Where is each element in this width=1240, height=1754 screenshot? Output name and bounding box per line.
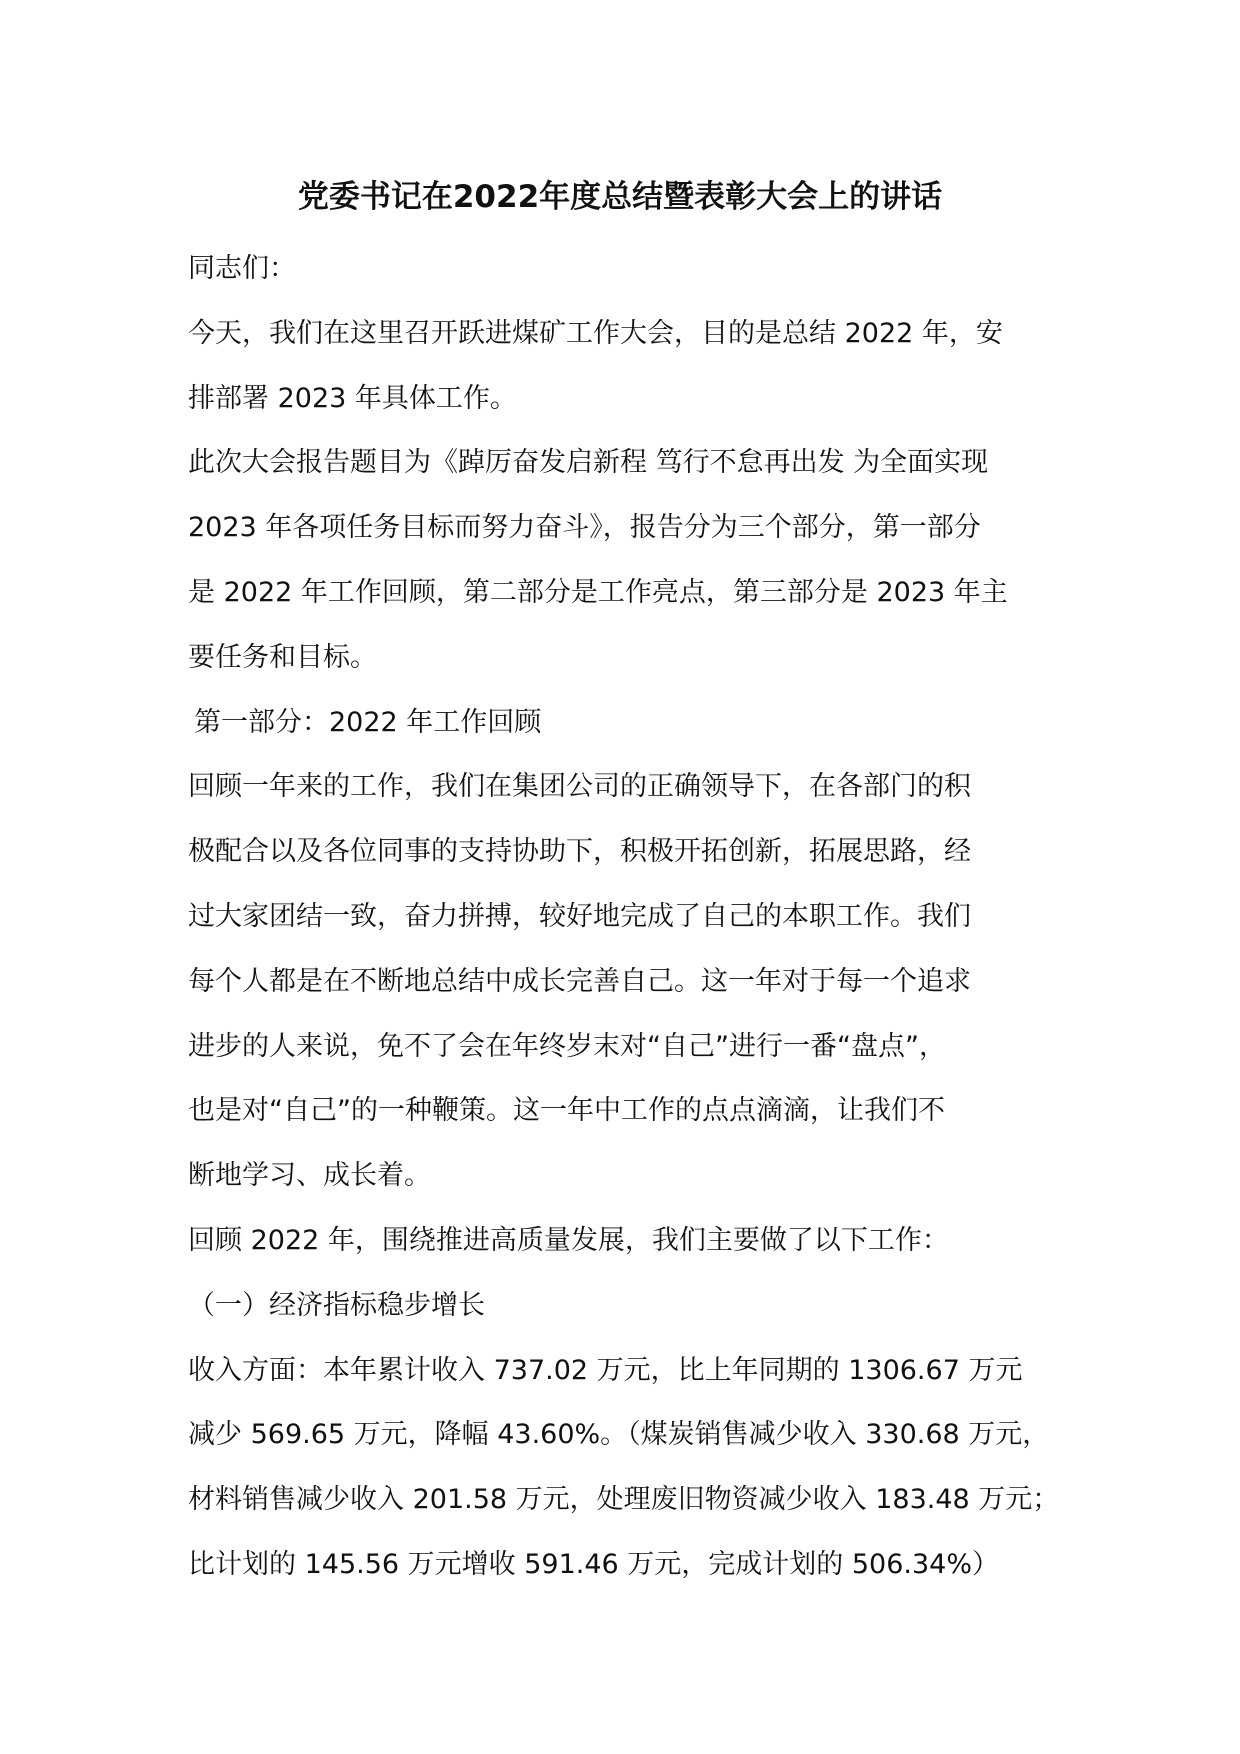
salutation: 同志们： (188, 253, 296, 284)
section-heading: 第一部分：2022 年工作回顾 (194, 706, 542, 738)
paragraph-line: 是 2022 年工作回顾，第二部分是工作亮点，第三部分是 2023 年主 (188, 576, 1008, 608)
paragraph-line: 今天，我们在这里召开跃进煤矿工作大会，目的是总结 2022 年，安 (188, 317, 1003, 349)
paragraph-line: 回顾一年来的工作，我们在集团公司的正确领导下，在各部门的积 (188, 771, 971, 803)
paragraph-line: 排部署 2023 年具体工作。 (188, 382, 517, 414)
paragraph-line: 过大家团结一致，奋力拼搏，较好地完成了自己的本职工作。我们 (188, 900, 971, 932)
paragraph-line: 比计划的 145.56 万元增收 591.46 万元，完成计划的 506.34%） (188, 1548, 999, 1580)
subsection-heading: （一）经济指标稳步增长 (188, 1289, 485, 1321)
paragraph-line: 材料销售减少收入 201.58 万元，处理废旧物资减少收入 183.48 万元； (188, 1484, 1060, 1516)
paragraph-line: 也是对“自己”的一种鞭策。这一年中工作的点点滴滴，让我们不 (188, 1095, 945, 1127)
paragraph-line: 减少 569.65 万元，降幅 43.60%。（煤炭销售减少收入 330.68 万元， (188, 1419, 1050, 1451)
paragraph-line: 回顾 2022 年，围绕推进高质量发展，我们主要做了以下工作： (188, 1224, 949, 1256)
paragraph-line: 每个人都是在不断地总结中成长完善自己。这一年对于每一个追求 (188, 965, 971, 997)
paragraph-line: 要任务和目标。 (188, 641, 377, 673)
paragraph-line: 进步的人来说，免不了会在年终岁末对“自己”进行一番“盘点”， (188, 1030, 946, 1062)
paragraph-line: 断地学习、成长着。 (188, 1160, 431, 1192)
paragraph-line: 此次大会报告题目为《踔厉奋发启新程 笃行不怠再出发 为全面实现 (188, 447, 989, 479)
paragraph-line: 2023 年各项任务目标而努力奋斗》，报告分为三个部分，第一部分 (188, 512, 981, 544)
paragraph-line: 收入方面：本年累计收入 737.02 万元，比上年同期的 1306.67 万元 (188, 1354, 1023, 1386)
document-body (188, 237, 1068, 1598)
paragraph-line: 极配合以及各位同事的支持协助下，积极开拓创新，拓展思路，经 (188, 836, 971, 868)
document-title: 党委书记在2022年度总结暨表彰大会上的讲话 (297, 179, 943, 215)
